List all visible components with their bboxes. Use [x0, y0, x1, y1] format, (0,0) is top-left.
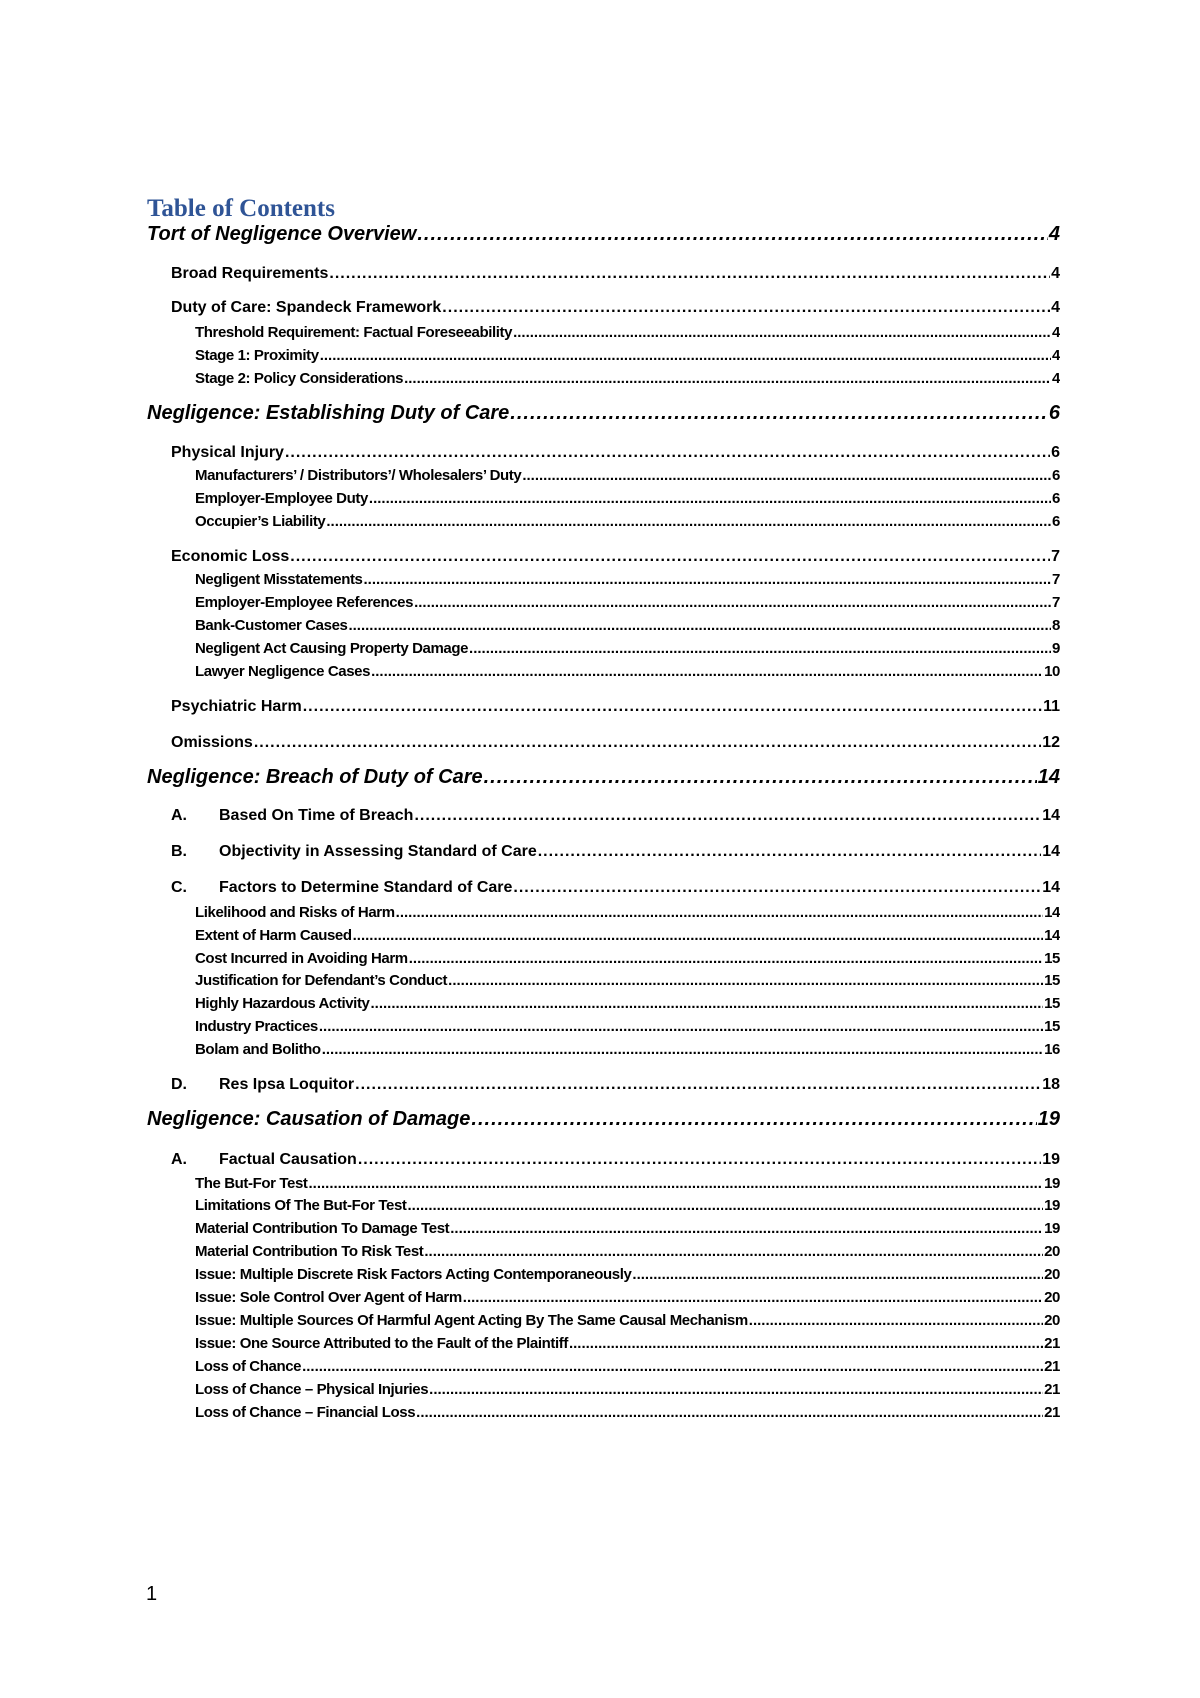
toc-entry-number: A. — [171, 1151, 187, 1168]
toc-entry-label: Stage 1: Proximity — [195, 347, 319, 364]
toc-entry-level3[interactable] — [195, 950, 1060, 971]
toc-entry-page: 18 — [1042, 1076, 1060, 1093]
toc-dot-leader — [254, 734, 1041, 752]
toc-entry-label: Loss of Chance – Financial Loss — [195, 1404, 416, 1421]
toc-dot-leader — [416, 1404, 1043, 1421]
toc-entry-level3[interactable] — [195, 1312, 1060, 1333]
toc-entry-page: 14 — [1042, 843, 1060, 860]
toc-entry-level3[interactable] — [195, 324, 1060, 345]
toc-entry-level3[interactable] — [195, 972, 1060, 993]
toc-entry-level3[interactable] — [195, 513, 1060, 534]
toc-entry-page: 14 — [1044, 904, 1060, 921]
toc-entry-label: Employer-Employee References — [195, 594, 414, 611]
toc-entry-page: 11 — [1043, 698, 1060, 715]
toc-entry-level2[interactable] — [171, 879, 1060, 901]
toc-entry-label: Lawyer Negligence Cases — [195, 663, 371, 680]
toc-entry-page: 21 — [1044, 1404, 1060, 1421]
toc-entry-label: Factual Causation — [219, 1151, 357, 1168]
toc-entry-level1[interactable] — [147, 402, 1060, 428]
toc-entry-level3[interactable] — [195, 370, 1060, 391]
toc-entry-level3[interactable] — [195, 663, 1060, 684]
toc-entry-page: 15 — [1044, 995, 1060, 1012]
toc-entry-label: Negligence: Causation of Damage — [147, 1108, 471, 1130]
toc-entry-level3[interactable] — [195, 1243, 1060, 1264]
toc-entry-label: The But-For Test — [195, 1175, 308, 1192]
toc-dot-leader — [463, 1289, 1043, 1306]
toc-entry-page: 21 — [1044, 1358, 1060, 1375]
toc-entry-page: 4 — [1052, 370, 1060, 387]
toc-entry-page: 6 — [1051, 444, 1060, 461]
toc-entry-level3[interactable] — [195, 347, 1060, 368]
toc-dot-leader — [510, 402, 1048, 425]
toc-entry-page: 20 — [1044, 1289, 1060, 1306]
toc-entry-label: Manufacturers’ / Distributors’/ Wholesalers’ Duty — [195, 467, 522, 484]
toc-entry-label: Occupier’s Liability — [195, 513, 326, 530]
toc-entry-level3[interactable] — [195, 904, 1060, 925]
toc-dot-leader — [355, 1076, 1041, 1094]
toc-entry-level3[interactable] — [195, 927, 1060, 948]
toc-dot-leader — [290, 548, 1050, 566]
toc-entry-page: 8 — [1052, 617, 1060, 634]
toc-entry-page: 6 — [1052, 467, 1060, 484]
toc-entry-label: Loss of Chance — [195, 1358, 302, 1375]
toc-entry-level1[interactable] — [147, 1108, 1060, 1134]
toc-entry-label: Res Ipsa Loquitor — [219, 1076, 355, 1093]
toc-dot-leader — [484, 766, 1037, 789]
toc-dot-leader — [538, 843, 1041, 861]
toc-entry-label: Industry Practices — [195, 1018, 318, 1035]
toc-dot-leader — [348, 617, 1051, 634]
toc-entry-number: A. — [171, 807, 187, 824]
toc-entry-level2[interactable] — [171, 548, 1060, 570]
toc-entry-level2[interactable] — [171, 444, 1060, 466]
toc-entry-page: 14 — [1037, 766, 1060, 788]
toc-entry-label: Material Contribution To Risk Test — [195, 1243, 424, 1260]
toc-entry-page: 19 — [1044, 1197, 1060, 1214]
toc-entry-page: 9 — [1052, 640, 1060, 657]
toc-dot-leader — [469, 640, 1051, 657]
toc-entry-page: 19 — [1044, 1220, 1060, 1237]
toc-entry-page: 7 — [1051, 548, 1060, 565]
toc-entry-label: Factors to Determine Standard of Care — [219, 879, 513, 896]
toc-dot-leader — [471, 1108, 1036, 1131]
toc-entry-level3[interactable] — [195, 490, 1060, 511]
toc-entry-label: Negligence: Establishing Duty of Care — [147, 402, 510, 424]
toc-dot-leader — [407, 1197, 1043, 1214]
toc-entry-label: Economic Loss — [171, 548, 290, 565]
toc-entry-label: Employer-Employee Duty — [195, 490, 368, 507]
toc-entry-level3[interactable] — [195, 571, 1060, 592]
toc-entry-label: Tort of Negligence Overview — [147, 223, 417, 245]
toc-entry-page: 4 — [1051, 265, 1060, 282]
toc-entry-label: Limitations Of The But-For Test — [195, 1197, 407, 1214]
toc-entry-label: Physical Injury — [171, 444, 284, 461]
toc-entry-label: Likelihood and Risks of Harm — [195, 904, 395, 921]
toc-entry-page: 16 — [1044, 1041, 1060, 1058]
toc-entry-page: 14 — [1042, 807, 1060, 824]
toc-entry-page: 19 — [1044, 1175, 1060, 1192]
toc-entry-label: Issue: Sole Control Over Agent of Harm — [195, 1289, 462, 1306]
toc-title: Table of Contents — [147, 195, 335, 222]
toc-entry-level3[interactable] — [195, 617, 1060, 638]
toc-dot-leader — [513, 324, 1051, 341]
toc-entry-page: 4 — [1051, 299, 1060, 316]
toc-entry-page: 21 — [1044, 1335, 1060, 1352]
toc-entry-label: Negligence: Breach of Duty of Care — [147, 766, 483, 788]
toc-entry-page: 15 — [1044, 950, 1060, 967]
toc-dot-leader — [285, 444, 1050, 462]
toc-entry-level1[interactable] — [147, 766, 1060, 792]
toc-dot-leader — [302, 1358, 1043, 1375]
toc-entry-page: 4 — [1052, 347, 1060, 364]
toc-entry-page: 10 — [1044, 663, 1060, 680]
toc-dot-leader — [414, 807, 1041, 825]
toc-entry-label: Based On Time of Breach — [219, 807, 414, 824]
toc-entry-number: B. — [171, 843, 187, 860]
toc-entry-level3[interactable] — [195, 1381, 1060, 1402]
toc-entry-level3[interactable] — [195, 594, 1060, 615]
toc-dot-leader — [569, 1335, 1043, 1352]
toc-entry-page: 6 — [1048, 402, 1060, 424]
toc-entry-level2[interactable] — [171, 1151, 1060, 1173]
toc-entry-level3[interactable] — [195, 1358, 1060, 1379]
toc-entry-page: 7 — [1052, 571, 1060, 588]
toc-entry-level2[interactable] — [171, 1076, 1060, 1098]
toc-dot-leader — [522, 467, 1051, 484]
toc-entry-page: 20 — [1044, 1312, 1060, 1329]
toc-dot-leader — [326, 513, 1051, 530]
toc-dot-leader — [308, 1175, 1043, 1192]
toc-dot-leader — [632, 1266, 1043, 1283]
toc-entry-label: Material Contribution To Damage Test — [195, 1220, 450, 1237]
toc-entry-page: 12 — [1042, 734, 1060, 751]
toc-dot-leader — [329, 265, 1050, 283]
toc-dot-leader — [450, 1220, 1043, 1237]
toc-dot-leader — [369, 490, 1051, 507]
toc-entry-page: 7 — [1052, 594, 1060, 611]
toc-entry-label: Issue: One Source Attributed to the Fault of the Plaintiff — [195, 1335, 568, 1352]
toc-entry-level2[interactable] — [171, 299, 1060, 321]
toc-dot-leader — [322, 1041, 1043, 1058]
toc-entry-level3[interactable] — [195, 640, 1060, 661]
toc-entry-page: 4 — [1048, 223, 1060, 245]
toc-dot-leader — [448, 972, 1043, 989]
toc-entry-label: Highly Hazardous Activity — [195, 995, 370, 1012]
toc-entry-level3[interactable] — [195, 1266, 1060, 1287]
toc-entry-label: Issue: Multiple Sources Of Harmful Agent Acting By The Same Causal Mechanism — [195, 1312, 748, 1329]
toc-dot-leader — [749, 1312, 1043, 1329]
toc-entry-label: Cost Incurred in Avoiding Harm — [195, 950, 408, 967]
toc-entry-number: D. — [171, 1076, 187, 1093]
toc-dot-leader — [429, 1381, 1043, 1398]
toc-entry-label: Broad Requirements — [171, 265, 329, 282]
toc-entry-page: 6 — [1052, 490, 1060, 507]
toc-entry-label: Negligent Misstatements — [195, 571, 363, 588]
toc-entry-page: 14 — [1042, 879, 1060, 896]
toc-entry-level3[interactable] — [195, 1018, 1060, 1039]
toc-entry-level2[interactable] — [171, 265, 1060, 287]
toc-entry-level3[interactable] — [195, 995, 1060, 1016]
toc-entry-level1[interactable] — [147, 223, 1060, 249]
toc-dot-leader — [513, 879, 1041, 897]
toc-entry-page: 15 — [1044, 972, 1060, 989]
toc-dot-leader — [370, 995, 1043, 1012]
toc-dot-leader — [442, 299, 1050, 317]
toc-entry-level3[interactable] — [195, 1335, 1060, 1356]
toc-dot-leader — [424, 1243, 1043, 1260]
toc-entry-level2[interactable] — [171, 698, 1060, 720]
toc-entry-label: Loss of Chance – Physical Injuries — [195, 1381, 429, 1398]
toc-entry-label: Threshold Requirement: Factual Foreseeability — [195, 324, 513, 341]
toc-entry-level3[interactable] — [195, 467, 1060, 488]
toc-dot-leader — [353, 927, 1043, 944]
toc-entry-level3[interactable] — [195, 1041, 1060, 1062]
toc-entry-level2[interactable] — [171, 807, 1060, 829]
toc-dot-leader — [320, 347, 1051, 364]
toc-entry-page: 20 — [1044, 1266, 1060, 1283]
toc-entry-page: 4 — [1052, 324, 1060, 341]
toc-entry-label: Justification for Defendant’s Conduct — [195, 972, 448, 989]
toc-entry-label: Extent of Harm Caused — [195, 927, 352, 944]
toc-entry-number: C. — [171, 879, 187, 896]
toc-entry-page: 21 — [1044, 1381, 1060, 1398]
toc-dot-leader — [319, 1018, 1043, 1035]
toc-entry-label: Bank-Customer Cases — [195, 617, 348, 634]
toc-entry-level3[interactable] — [195, 1197, 1060, 1218]
toc-entry-level3[interactable] — [195, 1289, 1060, 1310]
toc-entry-level3[interactable] — [195, 1220, 1060, 1241]
page-number: 1 — [146, 1583, 158, 1605]
toc-entry-level2[interactable] — [171, 843, 1060, 865]
toc-dot-leader — [303, 698, 1042, 716]
toc-dot-leader — [396, 904, 1043, 921]
toc-dot-leader — [358, 1151, 1041, 1169]
toc-entry-label: Omissions — [171, 734, 253, 751]
toc-dot-leader — [414, 594, 1051, 611]
toc-entry-level2[interactable] — [171, 734, 1060, 756]
toc-entry-label: Psychiatric Harm — [171, 698, 302, 715]
toc-dot-leader — [417, 223, 1048, 246]
toc-entry-level3[interactable] — [195, 1175, 1060, 1196]
toc-entry-label: Negligent Act Causing Property Damage — [195, 640, 469, 657]
toc-dot-leader — [364, 571, 1052, 588]
toc-entry-page: 19 — [1042, 1151, 1060, 1168]
toc-entry-label: Duty of Care: Spandeck Framework — [171, 299, 442, 316]
toc-entry-level3[interactable] — [195, 1404, 1060, 1425]
toc-dot-leader — [404, 370, 1051, 387]
toc-entry-label: Issue: Multiple Discrete Risk Factors Acting Contemporaneously — [195, 1266, 632, 1283]
toc-entry-label: Objectivity in Assessing Standard of Care — [219, 843, 537, 860]
toc-entry-page: 15 — [1044, 1018, 1060, 1035]
toc-entry-label: Stage 2: Policy Considerations — [195, 370, 404, 387]
toc-entry-label: Bolam and Bolitho — [195, 1041, 321, 1058]
toc-dot-leader — [409, 950, 1043, 967]
toc-entry-page: 6 — [1052, 513, 1060, 530]
toc-entry-page: 19 — [1037, 1108, 1060, 1130]
toc-dot-leader — [371, 663, 1043, 680]
toc-entry-page: 14 — [1044, 927, 1060, 944]
toc-entry-page: 20 — [1044, 1243, 1060, 1260]
